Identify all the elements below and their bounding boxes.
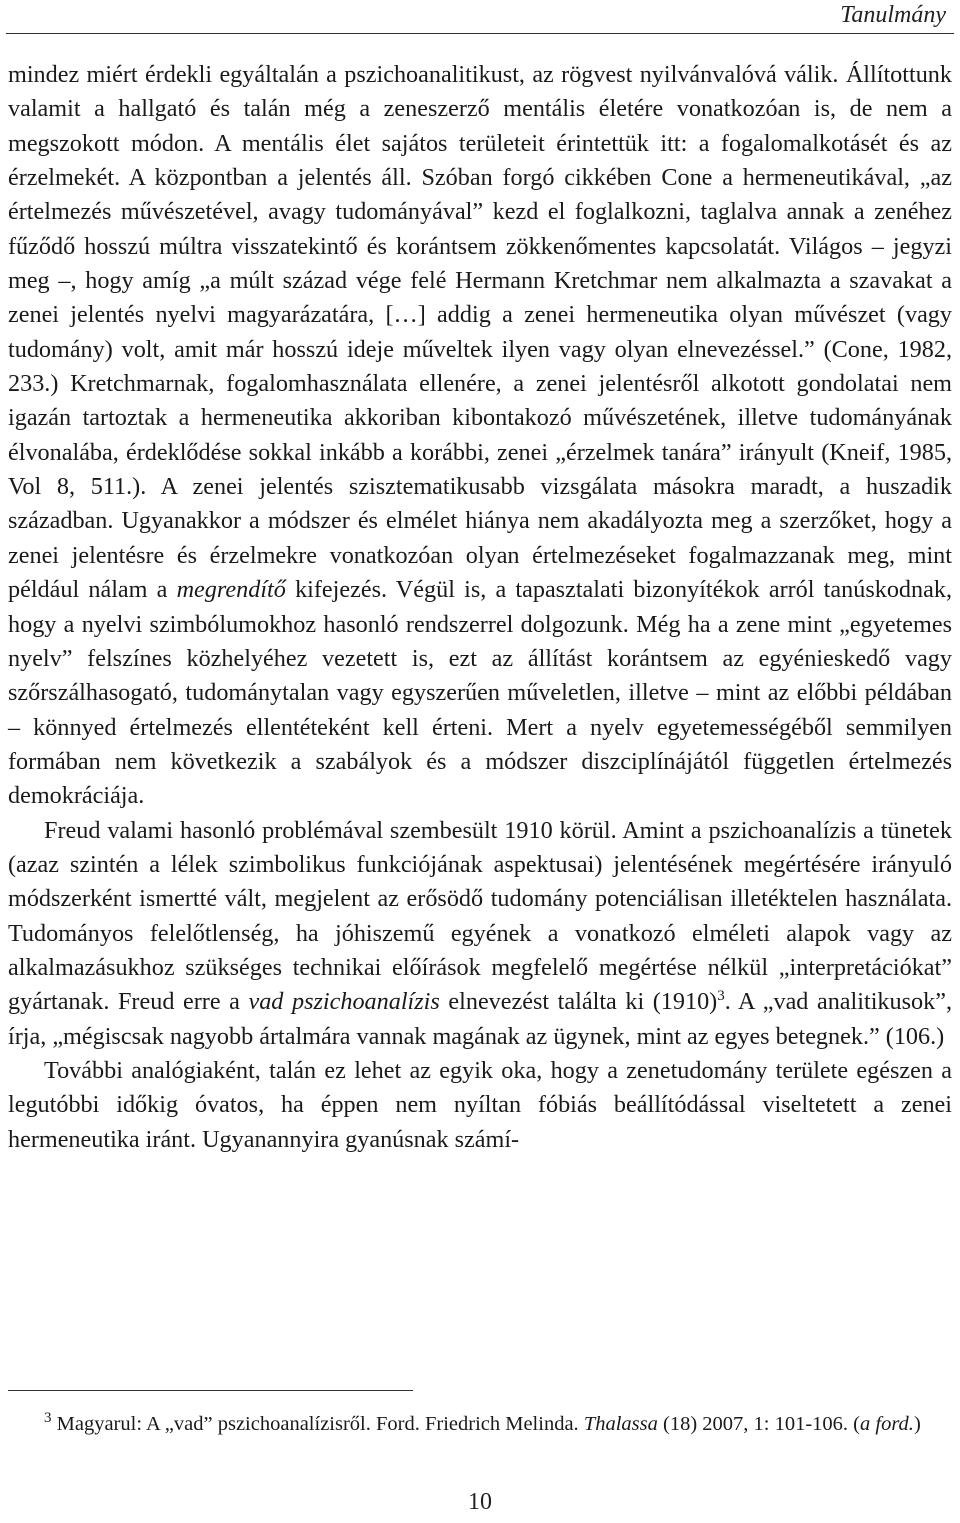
paragraph-1-text-a: mindez miért érdekli egyáltalán a pszichoanalitikust, az rögvest nyilvánvalóvá válik. Állítottunk valamit a hallgató és talán még a zeneszerző mentális életére vonatkozóan is, de nem a megszokott módon. A mentális élet sajátos területeit érintettük itt: a fogalomalkotásét és az érzelmekét. A központban a jelentés áll. Szóban forgó cikkében Cone a hermeneutikával, „az értelmezés művészetével, avagy tudományával” kezd el foglalkozni, taglalva annak a zenéhez fűződő hosszú múltra visszatekintő és korántsem zökkenőmentes kapcsolatát. Világos – jegyzi meg –, hogy amíg „a múlt század vége felé Hermann Kretchmar nem alkalmazta a szavakat a zenei jelentés nyelvi magyarázatára, […] addig a zenei hermeneutika olyan művészet (vagy tudomány) volt, amit már hosszú ideje műveltek ilyen vagy olyan elnevezéssel.” (Cone, 1982, 233.) Kretchmarnak, fogalomhasználata ellenére, a zenei jelentésről alkotott gondolatai nem igazán tartoztak a hermeneutika akkoriban kibontakozó művészetének, illetve tudományának élvonalába, érdeklődése sokkal inkább a korábbi, zenei „érzelmek tanára” irányult (Kneif, 1985, Vol 8, 511.). A zenei jelentés szisztematikusabb vizsgálata másokra maradt, a huszadik században. Ugyanakkor a módszer és elmélet hiánya nem akadályozta meg a szerzőket, hogy a zenei jelentésre és érzelmekre vonatkozóan olyan értelmezéseket fogalmazzanak meg, mint például nálam a (8, 61, 952, 604)
footnote-reference[interactable]: 3 (717, 988, 725, 1005)
page-number: 10 (468, 1489, 492, 1515)
emphasis-megrendito: megrendítő (176, 576, 286, 604)
footnote (8, 1408, 952, 1441)
footnote-separator (8, 1390, 413, 1391)
paragraph-1-text-b: kifejezés. Végül is, a tapasztalati bizonyítékok arról tanúskodnak, hogy a nyelvi szimbólumokhoz hasonló rendszerrel dolgozunk. Még ha a zene mint „egyetemes nyelv” felszínes közhelyéhez vezetett is, ezt az állítást korántsem az egyénieskedő vagy szőrszálhasogató, tudománytalan vagy egyszerűen műveletlen, illetve – mint az előbbi példában – könnyed értelmezés ellentéteként kell érteni. Mert a nyelv egyetemességéből semmilyen formában nem következik a szabályok és a módszer diszciplínájától független értelmezés demokráciája. (8, 576, 952, 810)
paragraph-2-text-a: Freud valami hasonló problémával szembesült 1910 körül. Amint a pszichoanalízis a tünetek (azaz szintén a lélek szimbolikus funkciójának aspektusai) jelentésének megértésére irányuló módszerként ismertté vált, megjelent az erősödő tudomány potenciálisan illetéktelen használata. Tudományos felelőtlenség, ha jóhiszemű egyének a vonatkozó elméleti alapok vagy az alkalmazásukhoz szükséges technikai előírások megfelelő megértése nélkül „interpretációkat” gyártanak. Freud erre a (8, 816, 952, 1016)
footnote-translator-note: a ford. (860, 1413, 914, 1435)
footnote-journal-title: Thalassa (583, 1413, 658, 1435)
footnote-text-a: Magyarul: A „vad” pszichoanalízisről. Ford. Friedrich Melinda. (51, 1413, 584, 1435)
footnote-3 (8, 1408, 952, 1441)
emphasis-vad-pszichoanalizis: vad pszichoanalízis (248, 988, 440, 1016)
paragraph-2 (8, 814, 952, 1054)
running-header-title: Tanulmány (840, 2, 946, 28)
paragraph-3 (8, 1054, 952, 1157)
paragraph-2-text-c: . A „vad analitikusok”, írja, „mégiscsak nagyobb ártalmára vannak magának az ügynek, mint az egyes betegnek.” (106.) (8, 988, 952, 1050)
footnote-text-b: (18) 2007, 1: 101-106. ( (657, 1413, 861, 1435)
article-body (8, 58, 952, 1157)
paragraph-3-text: További analógiaként, talán ez lehet az egyik oka, hogy a zenetudomány területe egészen a legutóbbi időkig óvatos, ha éppen nem nyíltan fóbiás beállítódással viseltetett a zenei hermeneutika iránt. Ugyanannyira gyanúsnak számí- (8, 1056, 952, 1153)
footnote-text-c: ) (913, 1413, 921, 1435)
footnote-number: 3 (44, 1410, 52, 1427)
running-header (0, 0, 960, 34)
paragraph-2-text-b: elnevezést találta ki (1910) (439, 988, 718, 1016)
paragraph-1 (8, 58, 952, 814)
header-rule (6, 33, 954, 34)
